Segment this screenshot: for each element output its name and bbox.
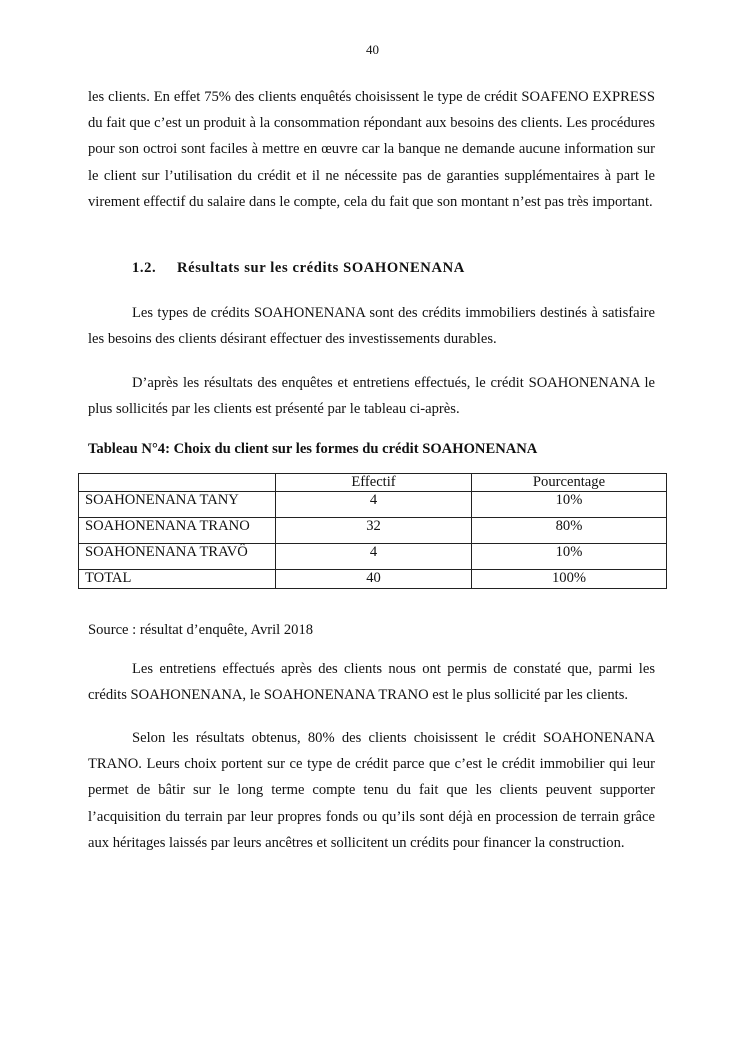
paragraph-survey-results: D’après les résultats des enquêtes et entretiens effectués, le crédit SOAHONENANA le plus sollicités par les clients est présenté par le tableau ci-après. [88, 375, 655, 418]
row-pourcentage: 10% [472, 544, 667, 570]
credit-choice-table [78, 473, 667, 589]
total-label: TOTAL [79, 570, 276, 589]
row-pourcentage: 80% [472, 518, 667, 544]
table-caption: Tableau N°4: Choix du client sur les formes du crédit SOAHONENANA [88, 441, 538, 457]
table-source: Source : résultat d’enquête, Avril 2018 [88, 622, 314, 638]
row-pourcentage: 10% [472, 492, 667, 518]
table-total-row [79, 570, 667, 589]
row-effectif: 4 [276, 492, 472, 518]
section-number: 1.2. [132, 260, 157, 276]
header-cell-blank [79, 474, 276, 492]
paragraph-soafeno-express: les clients. En effet 75% des clients enquêtés choisissent le type de crédit SOAFENO EXPRESS du fait que c’est un produit à la consommation répondant aux besoins des clients. Les procédures pour son octroi sont faciles à mettre en œuvre car la banque ne demande aucune information sur le client sur l’utilisation du crédit et il ne nécessite pas de garanties supplémentaires à part le virement effectif du salaire dans le compte, cela du fait que son montant n’est pas très important. [88, 89, 655, 210]
total-effectif: 40 [276, 570, 472, 589]
table-row [79, 518, 667, 544]
total-pourcentage: 100% [472, 570, 667, 589]
row-effectif: 32 [276, 518, 472, 544]
table-header-row [79, 474, 667, 492]
row-effectif: 4 [276, 544, 472, 570]
page-number: 40 [366, 42, 379, 57]
header-cell-pourcentage: Pourcentage [472, 474, 667, 492]
table-row [79, 544, 667, 570]
row-label: SOAHONENANA TRAVÔ [79, 544, 276, 570]
header-cell-effectif: Effectif [276, 474, 472, 492]
paragraph-intro-soahonenana: Les types de crédits SOAHONENANA sont des crédits immobiliers destinés à satisfaire les besoins des clients désirant effectuer des investissements durables. [88, 305, 655, 348]
paragraph-results-trano: Selon les résultats obtenus, 80% des clients choisissent le crédit SOAHONENANA TRANO. Leurs choix portent sur ce type de crédit parce que c’est le crédit immobilier qui leur permet de bâtir sur le long terme compte tenu du fait que les clients peuvent supporter l’acquisition du terrain par leur propres fonds ou qu’ils sont déjà en procession de terrain grâce aux héritages laissés par leurs ancêtres et sollicitent un crédits pour financer la construction. [88, 730, 655, 851]
table-row [79, 492, 667, 518]
section-title: Résultats sur les crédits SOAHONENANA [177, 260, 465, 276]
paragraph-interviews: Les entretiens effectués après des clients nous ont permis de constaté que, parmi les crédits SOAHONENANA, le SOAHONENANA TRANO est le plus sollicité par les clients. [88, 661, 655, 704]
row-label: SOAHONENANA TANY [79, 492, 276, 518]
row-label: SOAHONENANA TRANO [79, 518, 276, 544]
section-heading [132, 260, 465, 277]
